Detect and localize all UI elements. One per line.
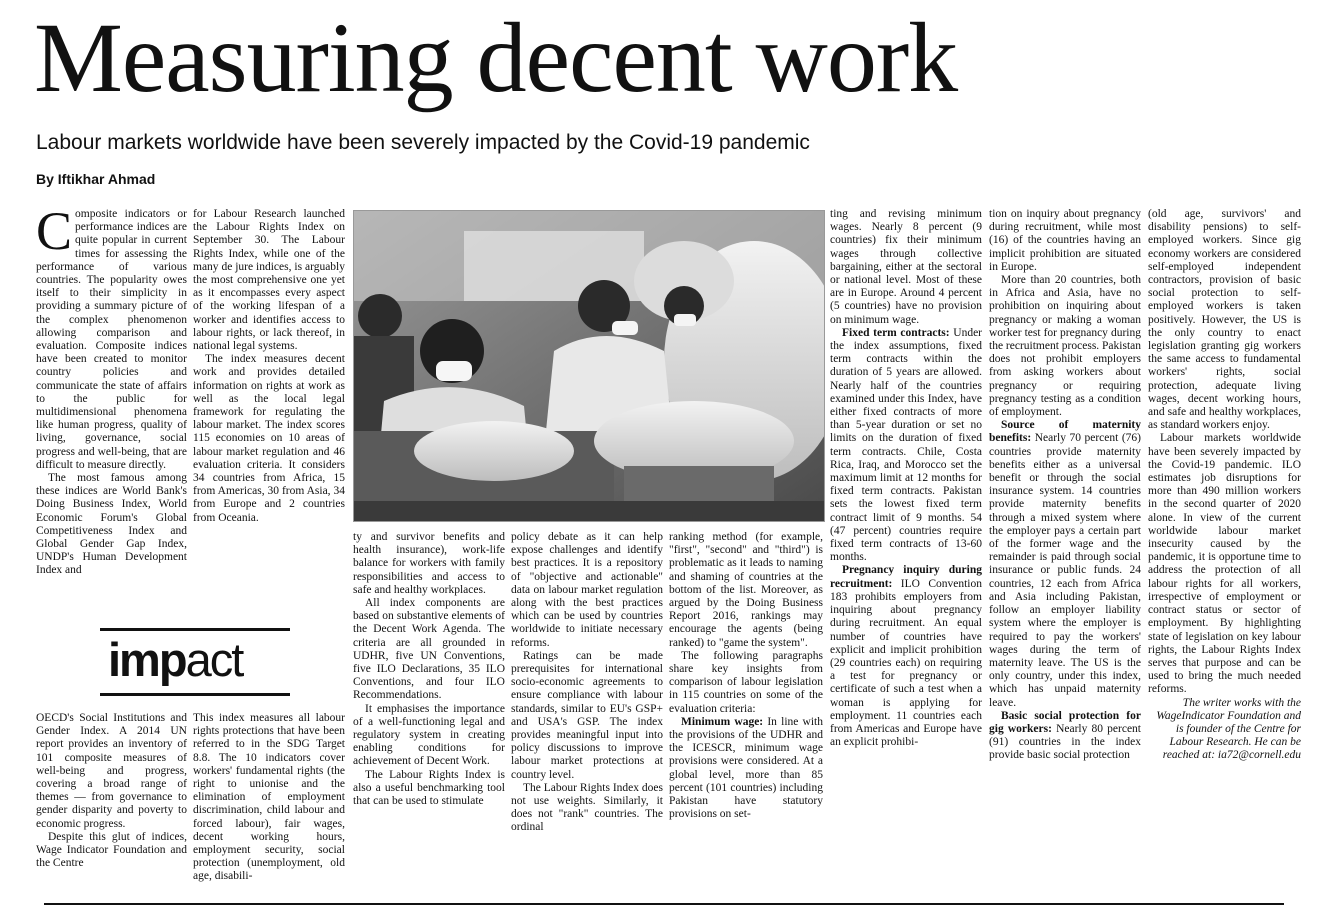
paragraph-text: Nearly 80 percent (91) countries in the index provide basic social protection [989, 722, 1141, 762]
paragraph [830, 327, 982, 565]
paragraph: The index measures decent work and provides detailed information on rights at work as well as the local legal framework for regulating the labour market. The index scores 115 economies on 10 areas of labour market regulation and 46 evaluation criteria. It considers 34 countries from Africa, 15 from Americas, 30 from Asia, 34 from Europe and 2 countries from Oceania. [193, 353, 345, 524]
column-1-top [36, 208, 187, 642]
paragraph-text: In line with the provisions of the UDHR and the ICESCR, minimum wage provisions were considered. At a global level, more than 85 percent (101 countries) including Pakistan have statutory provisions on set- [669, 715, 823, 821]
bottom-rule [44, 903, 1284, 905]
paragraph: for Labour Research launched the Labour Rights Index on September 30. The Labour Rights Index, while one of the many de jure indices, is arguably the most comprehensive one yet as it encompasses every aspect of the working lifespan of a worker and identifies access to labour rights, or lack thereof, in national legal systems. [193, 208, 345, 353]
subheading: Source of maternity benefits: [989, 419, 1141, 445]
paragraph-text: ILO Convention 183 prohibits employers from inquiring about pregnancy during recruitment. An equal number of countries have explicit and implicit prohibition (29 countries each) on requiring a test for pregnancy or certificate of such a test when a woman is applying for employment. 11 countries each from Americas and Europe have an explicit prohibi- [830, 577, 982, 749]
paragraph: The most famous among these indices are World Bank's Doing Business Index, World Economic Forum's Global Competitiveness Index and Global Gender Gap Index, UNDP's Human Development Index and [36, 472, 187, 577]
byline: By Iftikhar Ahmad [36, 171, 156, 187]
paragraph: OECD's Social Institutions and Gender Index. A 2014 UN report provides an inventory of 101 composite measures of well-being and progress, covering a broad range of themes — from governance to gender disparity and poverty to economic progress. [36, 712, 187, 830]
paragraph: The Labour Rights Index does not use weights. Similarly, it does not "rank" countries. The ordinal [511, 781, 663, 834]
paragraph [36, 208, 187, 472]
paragraph: More than 20 countries, both in Africa and Asia, have no prohibition on inquiring about pregnancy or making a woman worker test for pregnancy during the recruitment process. Pakistan does not prohibit employers from asking workers about pregnancy or requiring pregnancy testing as a condition of employment. [989, 274, 1141, 419]
paragraph-text: Nearly 70 percent (76) countries provide maternity benefits either as a universal benefit or through the social insurance system. 14 countries provide maternity benefits through a mixed system where the employer pays a certain part of the former wage and the remainder is paid through social insurance or public funds. 24 countries, 12 each from Africa and Asia including Pakistan, follow an employer liability system where the employer is required to pay the workers' wages during the term of maternity leave. The US is the only country, under this index, which has unpaid maternity leave. [989, 432, 1141, 709]
headline: Measuring decent work [34, 2, 958, 113]
paragraph: The Labour Rights Index is also a useful benchmarking tool that can be used to stimulate [353, 768, 505, 808]
paragraph: All index components are based on substantive elements of the Decent Work Agenda. The criteria are all grounded in UDHR, five UN Conventions, five ILO Declarations, 35 ILO Conventions, and four ILO Recommendations. [353, 597, 505, 702]
garment-factory-photo [353, 210, 825, 522]
photo-illustration [354, 211, 824, 521]
paragraph: Despite this glut of indices, Wage Indicator Foundation and the Centre [36, 830, 187, 870]
paragraph: Labour markets worldwide have been severely impacted by the Covid-19 pandemic. ILO estimates job disruptions for more than 490 million workers in the second quarter of 2020 alone. In view of the current worldwide labour market insecurity caused by the pandemic, it is opportune time to address the protection of all labour rights for all workers, irrespective of employment or contract status or sector of employment. By highlighting state of legislation on key labour rights, the Labour Rights Index serves that purpose and can be used to bring the much needed reforms. [1148, 432, 1301, 696]
paragraph: ranking method (for example, "first", "second" and "third") is problematic as it leads to naming and shaming of countries at the bottom of the list. Moreover, as argued by the Doing Business Report 2016, rankings may encourage the agents (being ranked) to "game the system". [669, 531, 823, 649]
paragraph: This index measures all labour rights protections that have been referred to in the SDG Target 8.8. The 10 indicators cover workers' fundamental rights (the right to unionise and the elimination of employment discrimination, child labour and forced labour), fair wages, decent working hours, employment security, social protection (unemployment, old age, disabili- [193, 712, 345, 883]
column-4 [511, 531, 663, 894]
paragraph: ting and revising minimum wages. Nearly 8 percent (9 countries) fix their minimum wages through collective bargaining, either at the sectoral or national level. Most of these are in Europe. Around 4 percent (5 countries) have no provision on minimum wage. [830, 208, 982, 326]
column-8 [1148, 208, 1301, 894]
subheading: Minimum wage: [681, 715, 764, 728]
paragraph: tion on inquiry about pregnancy during recruitment, while most (16) of the countries having an implicit prohibition are situated in Europe. [989, 208, 1141, 273]
paragraph: Ratings can be made prerequisites for international socio-economic agreements to ensure compliance with labour standards, similar to EU's GSP+ and USA's GSP. The index provides meaningful input into policy discussions to improve labour market protections at country level. [511, 649, 663, 781]
paragraph [989, 419, 1141, 709]
paragraph: (old age, survivors' and disability pensions) to self-employed workers. Since gig economy workers are considered self-employed independent contractors, provision of basic social protection to self-employed workers is taken positively. However, the US is the only country to enact legislation granting gig workers the same access to fundamental workers' rights, social protection, adequate living wages, decent working hours, and safe and healthy workplaces, as standard workers enjoy. [1148, 208, 1301, 432]
paragraph [830, 564, 982, 749]
column-2-lower [193, 712, 345, 894]
subheading: Basic social protection for gig workers: [989, 709, 1141, 735]
column-2-top [193, 208, 345, 612]
credit-text: The writer works with the WageIndicator Foundation and is founder of the Centre for Labour Research. He can be reached at: ia72@cornell.edu [1156, 696, 1301, 762]
column-5 [669, 531, 823, 894]
column-1-bottom [36, 712, 187, 894]
paragraph: The following paragraphs share key insights from comparison of labour legislation in 115 countries on some of the evaluation criteria: [669, 649, 823, 715]
column-6 [830, 208, 982, 894]
drop-cap: C [36, 208, 73, 261]
column-3 [353, 531, 505, 894]
subheading: Fixed term contracts: [842, 326, 950, 339]
subheading: Pregnancy inquiry during recruitment: [830, 564, 982, 590]
author-credit [1148, 697, 1301, 763]
paragraph [669, 716, 823, 822]
impact-wordmark: impact [108, 633, 243, 686]
column-7 [989, 208, 1141, 894]
paragraph-text: omposite indicators or performance indices are quite popular in current times for assessing the performance of various countries. The popularity owes itself to their simplicity in providing a summary picture of the complex phenomenon allowing comparison and evaluation. Composite indices have been created to monitor country policies and communicate the state of affairs to the public for multidimensional phenomena like human progress, quality of living, governance, social progress and well-being, that are difficult to measure directly. [36, 208, 187, 471]
paragraph: It emphasises the importance of a well-functioning legal and regulatory system in creating enabling conditions for achievement of Decent Work. [353, 702, 505, 768]
paragraph: ty and survivor benefits and health insurance), work-life balance for workers with family responsibilities and access to safe and healthy workplaces. [353, 531, 505, 596]
impact-logo [100, 628, 290, 696]
paragraph: policy debate as it can help expose challenges and identify best practices. It is a repository of "objective and actionable" data on labour market regulation along with the best practices which can be used by countries worldwide to initiate necessary reforms. [511, 531, 663, 649]
paragraph [989, 710, 1141, 763]
standfirst: Labour markets worldwide have been severely impacted by the Covid-19 pandemic [36, 131, 810, 154]
paragraph-text: Under the index assumptions, fixed term contracts within the duration of 5 years are allowed. Nearly half of the countries examined under this Index, have either fixed contracts of more than 5-year duration or set no limits on the duration of fixed term contracts. Chile, Costa Rica, Iraq, and Morocco set the maximum limit at 12 months for fixed term contracts. Pakistan sets the lowest fixed term contract limit of 9 months. 54 (47 percent) countries require fixed term contracts of 13-60 months. [830, 326, 982, 564]
